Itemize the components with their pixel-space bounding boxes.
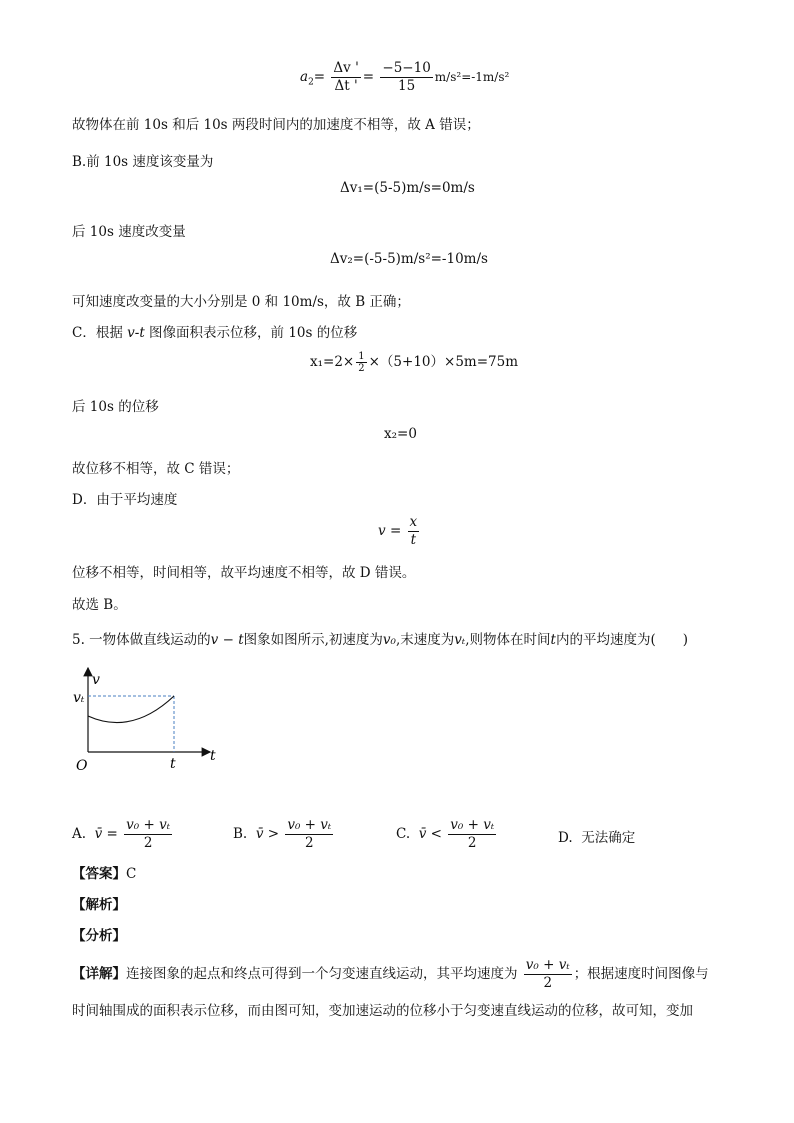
a2-frac1-den: Δt ': [334, 78, 358, 94]
option-b-den: 2: [304, 835, 314, 851]
a2-frac1: [331, 60, 360, 95]
detail-text2: ；根据速度时间图像与: [573, 966, 709, 982]
origin-label: O: [76, 758, 88, 774]
line-5a: C．根据: [72, 325, 128, 341]
t-axis-label: t: [170, 756, 176, 772]
option-a-lhs: v̄ =: [94, 826, 118, 842]
formula-dv2: Δv₂=(-5-5)m/s²=-10m/s: [330, 251, 488, 267]
detail-frac-den: 2: [543, 975, 553, 991]
q-t: t: [550, 632, 556, 648]
option-a-num: v₀ + vₜ: [126, 817, 171, 833]
formula-x2: x₂=0: [384, 426, 417, 442]
formula-a2: [300, 60, 509, 95]
x1-frac-num: 1: [358, 351, 365, 362]
v-lhs: v: [378, 523, 386, 539]
formula-v: [378, 514, 421, 549]
question-5: [72, 628, 688, 648]
x1-tail: ×（5+10）×5m=75m: [368, 354, 519, 370]
option-b-frac: [285, 817, 333, 852]
x-axis-label: t: [210, 748, 216, 764]
q-vt: v − t: [210, 632, 244, 648]
line-9: 位移不相等，时间相等，故平均速度不相等，故 D 错误。: [72, 565, 416, 581]
q-text-e: 内的平均速度为( ): [555, 632, 689, 648]
detail-line-1: [72, 957, 709, 992]
option-c-frac: [448, 817, 496, 852]
formula-dv1: Δv₁=(5-5)m/s=0m/s: [340, 180, 475, 196]
answer-line: [72, 862, 136, 882]
analysis-tag: 【解析】: [72, 897, 126, 913]
detail-line-2: 时间轴围成的面积表示位移，而由图可知，变加速运动的位移小于匀变速直线运动的位移，故可知，变加: [72, 1003, 693, 1019]
a2-frac2: [380, 60, 432, 95]
line-7: 故位移不相等，故 C 错误；: [72, 461, 240, 477]
option-b-num: v₀ + vₜ: [287, 817, 332, 833]
y-axis-label: v: [92, 672, 100, 688]
q-text-d: ,则物体在时间: [465, 632, 551, 648]
a2-eq1: =: [313, 69, 326, 85]
option-c-letter: C.: [396, 826, 411, 842]
q-v0: v₀: [382, 632, 396, 648]
answer-value: C: [126, 866, 137, 882]
option-a[interactable]: [72, 817, 174, 852]
option-c-den: 2: [467, 835, 477, 851]
line-1: 故物体在前 10s 和后 10s 两段时间内的加速度不相等，故 A 错误；: [72, 117, 480, 133]
a2-frac1-num: Δv ': [333, 60, 359, 76]
fenxi-tag: 【分析】: [72, 928, 126, 944]
q-text-c: ,末速度为: [395, 632, 455, 648]
formula-x1: [310, 350, 518, 374]
q-vt2: vₜ: [454, 632, 466, 648]
vt-axis-label: vₜ: [73, 690, 85, 706]
q-text-b: 图象如图所示,初速度为: [243, 632, 383, 648]
a2-eq2: =: [362, 69, 375, 85]
line-4: 可知速度改变量的大小分别是 0 和 10m/s，故 B 正确；: [72, 294, 410, 310]
line-2: B.前 10s 速度该变量为: [72, 154, 214, 170]
detail-frac-num: v₀ + vₜ: [525, 957, 570, 973]
option-b-lhs: v̄ >: [255, 826, 280, 842]
option-a-den: 2: [143, 835, 153, 851]
option-c-num: v₀ + vₜ: [450, 817, 495, 833]
option-b[interactable]: [233, 817, 335, 852]
detail-text1: 连接图象的起点和终点可得到一个匀变速直线运动，其平均速度为: [126, 966, 518, 982]
v-num: x: [409, 514, 418, 530]
option-c[interactable]: [396, 817, 498, 852]
line-3: 后 10s 速度改变量: [72, 224, 186, 240]
vt-graph: [70, 660, 230, 780]
line-6: 后 10s 的位移: [72, 399, 159, 415]
line-10: 故选 B。: [72, 597, 127, 613]
a2-lhs: a: [300, 69, 309, 85]
v-eq: =: [389, 523, 402, 539]
x1-frac-den: 2: [358, 363, 365, 374]
answer-tag: 【答案】: [72, 866, 126, 882]
option-d[interactable]: [558, 826, 635, 846]
option-d-letter: D.: [558, 830, 573, 846]
q-text-a: 5. 一物体做直线运动的: [72, 632, 211, 648]
detail-frac: [524, 957, 572, 992]
option-d-text: 无法确定: [581, 830, 636, 846]
option-a-letter: A.: [72, 826, 87, 842]
line-5c: 图像面积表示位移，前 10s 的位移: [144, 325, 358, 341]
a2-frac2-num: −5−10: [382, 60, 431, 76]
option-c-lhs: v̄ <: [418, 826, 442, 842]
v-frac: [408, 514, 420, 549]
v-den: t: [410, 532, 417, 548]
a2-lhs-sub: 2: [308, 77, 314, 88]
x1-lhs: x₁=2×: [310, 354, 355, 370]
a2-frac2-den: 15: [398, 78, 416, 94]
a2-tail: m/s²=-1m/s²: [434, 70, 510, 84]
line-8: D．由于平均速度: [72, 492, 178, 508]
vt-curve: [88, 696, 174, 723]
option-a-frac: [124, 817, 172, 852]
line-5b: v-t: [127, 325, 145, 341]
x1-frac: [356, 351, 366, 374]
option-b-letter: B.: [233, 826, 248, 842]
detail-tag: 【详解】: [72, 966, 126, 982]
line-5: [72, 321, 357, 341]
